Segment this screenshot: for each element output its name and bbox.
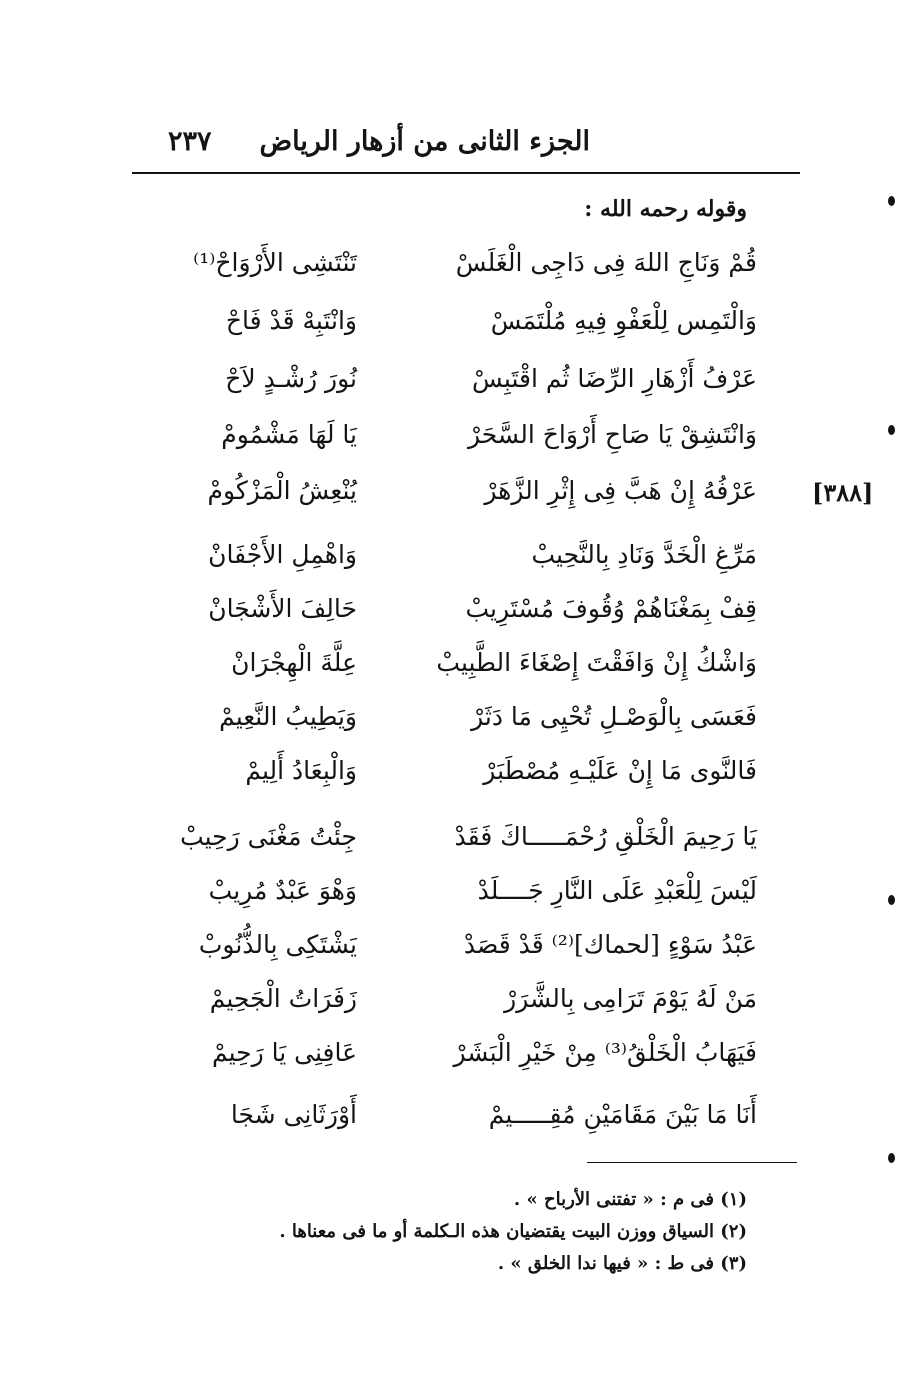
verse-right-hemistich: عَبْدُ سَوْءٍ [لحماك]⁽²⁾ قَدْ قَصَدْ [463,930,757,959]
verse-right-hemistich: فَيَهَابُ الْخَلْقُ⁽³⁾ مِنْ خَيْرِ الْبَشَرْ [453,1038,757,1067]
verse-left-hemistich: يُنْعِشُ الْمَزْكُومْ [207,476,357,505]
verse-left-hemistich: حَالِفَ الأَشْجَانْ [208,594,357,623]
verse-left-hemistich: تَنْتَشِى الأَرْوَاحْ⁽¹⁾ [193,248,357,277]
verse-right-hemistich: أَنَا مَا بَيْنَ مَقَامَيْنِ مُقِـــــيمْ [488,1100,757,1129]
verse-row [0,648,897,704]
verse-left-hemistich: وَيَطِيبُ النَّعِيمْ [219,702,357,731]
verse-left-hemistich: وَالْبِعَادُ أَلِيمْ [245,756,357,785]
footnote-2: (٢) السياق ووزن البيت يقتضيان هذه الـكلمة أو ما فى معناها . [279,1221,747,1242]
verse-row [0,1038,897,1094]
verse-row [0,476,897,532]
verse-right-hemistich: لَيْسَ لِلْعَبْدِ عَلَى النَّارِ جَــــلَدْ [477,876,757,905]
verse-row [0,306,897,362]
verse-left-hemistich: يَا لَهَا مَشْمُومْ [221,420,357,449]
verse-right-hemistich: فَعَسَى بِالْوَصْـلِ تُحْيِى مَا دَثَرْ [471,702,757,731]
verse-row [0,420,897,476]
footnote-3: (٣) فى ط : « فيها ندا الخلق » . [497,1253,747,1274]
verse-row [0,594,897,650]
verse-row [0,1100,897,1156]
verse-right-hemistich: مَنْ لَهُ يَوْمَ تَرَامِى بِالشَّرَرْ [504,984,757,1013]
verse-row [0,364,897,420]
verse-right-hemistich: وَالْتَمِس لِلْعَفْوِ فِيهِ مُلْتَمَسْ [490,306,757,335]
verse-right-hemistich: مَرِّغِ الْخَدَّ وَنَادِ بِالنَّحِيبْ [531,540,757,569]
footnote-1: (١) فى م : « تفتنى الأرباح » . [513,1189,747,1210]
intro-line: وقوله رحمه الله : [584,196,747,222]
binding-hole-mark [888,425,895,435]
verse-row [0,984,897,1040]
verse-right-hemistich: فَالنَّوى مَا إِنْ عَلَيْـهِ مُصْطَبَرْ [483,756,757,785]
footnote-rule [587,1162,797,1163]
verse-row [0,930,897,986]
verse-right-hemistich: يَا رَحِيمَ الْخَلْقِ رُحْمَـــــاكَ فَقَدْ [454,822,757,851]
verse-left-hemistich: نُورَ رُشْـدٍ لاَحْ [225,364,357,393]
verse-left-hemistich: أَوْرَثَانِى شَجَا [230,1100,357,1129]
page-number: ٢٣٧ [168,126,212,157]
verse-left-hemistich: عِلَّةَ الْهِجْرَانْ [231,648,357,677]
verse-row [0,248,897,304]
verse-right-hemistich: عَرْفُ أَزْهَارِ الرِّضَا ثُم اقْتَبِسْ [472,364,757,393]
verse-left-hemistich: عَافِنِى يَا رَحِيمْ [211,1038,357,1067]
margin-page-reference: [٣٨٨] [812,478,874,507]
verse-left-hemistich: وَاهْمِلِ الأَجْفَانْ [208,540,357,569]
verse-left-hemistich: وَهْوَ عَبْدٌ مُرِيبْ [208,876,357,905]
verse-right-hemistich: قِفْ بِمَغْنَاهُمْ وُقُوفَ مُسْتَرِيبْ [465,594,757,623]
footnotes [279,1184,747,1280]
verse-left-hemistich: وَانْتَبِهْ قَدْ فَاحْ [225,306,357,335]
binding-hole-mark [888,1153,895,1163]
verse-row [0,540,897,596]
verse-left-hemistich: زَفَرَاتُ الْجَحِيمْ [209,984,357,1013]
verse-left-hemistich: جِئْتُ مَغْنَى رَحِيبْ [180,822,357,851]
verse-row [0,702,897,758]
verse-row [0,822,897,878]
verse-right-hemistich: عَرْفُهُ إِنْ هَبَّ فِى إِثْرِ الزَّهَرْ [484,476,757,505]
running-title: الجزء الثانى من أزهار الرياض [259,126,590,157]
binding-hole-mark [888,895,895,905]
verse-right-hemistich: وَاشْكُ إِنْ وَافَقْتَ إِصْغَاءَ الطَّبِيبْ [436,648,757,677]
verse-row [0,756,897,812]
verse-right-hemistich: وَانْتَشِقْ يَا صَاحِ أَرْوَاحَ السَّحَرْ [468,420,757,449]
verse-right-hemistich: قُمْ وَنَاجِ اللهَ فِى دَاجِى الْغَلَسْ [455,248,757,277]
verse-left-hemistich: يَشْتَكِى بِالذُّنُوبْ [198,930,357,959]
binding-hole-mark [888,196,895,206]
verse-row [0,876,897,932]
